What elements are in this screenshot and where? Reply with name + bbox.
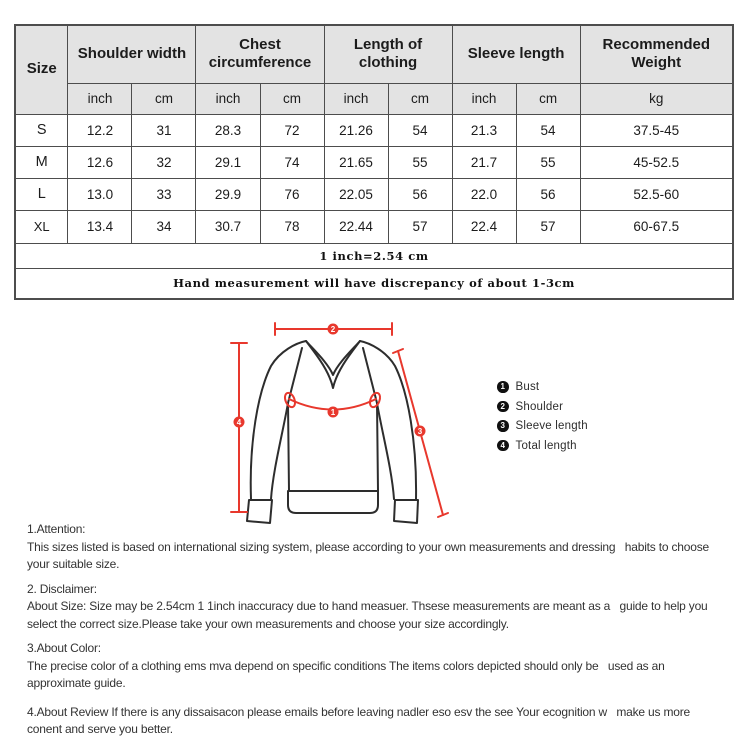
legend-label: Total length (515, 439, 577, 452)
table-row-s (15, 114, 733, 146)
measure-badges (234, 324, 426, 437)
note-hand-measurement: Hand measurement will have discrepancy of about 1-3cm (15, 268, 733, 299)
legend-2-icon: 2 (497, 401, 509, 413)
info-sections (27, 521, 750, 746)
data-cell: 32 (132, 146, 196, 178)
note-inch-conversion: 1 inch=2.54 cm (15, 243, 733, 268)
data-cell: 34 (132, 210, 196, 243)
section-about-review (27, 704, 750, 739)
data-cell: 29.1 (196, 146, 260, 178)
header-size: Size (15, 25, 68, 114)
data-cell: 12.2 (68, 114, 132, 146)
table-row-m (15, 146, 733, 178)
sweater-measurement-diagram (222, 316, 474, 532)
legend-4-icon: 4 (497, 440, 509, 452)
legend-item-shoulder (497, 401, 588, 413)
unit-cell: inch (68, 83, 132, 114)
legend-item-bust (497, 381, 588, 393)
data-cell: 21.7 (452, 146, 516, 178)
data-cell: 22.0 (452, 178, 516, 210)
data-cell: 78 (260, 210, 324, 243)
section-body: About Size: Size may be 2.54cm 1 1inch inaccuracy due to hand measuer. Thsese measurements are meant as a guide to help you select the correct size.Please take your own measurements and choose your size accordingly. (27, 599, 708, 631)
data-cell: 52.5-60 (580, 178, 733, 210)
section-body: 4.About Review If there is any dissaisacon please emails before leaving nadler eso esv the see Your ecognition w make us more conent and serve you better. (27, 704, 690, 736)
size-label: S (15, 114, 68, 146)
data-cell: 72 (260, 114, 324, 146)
unit-cell: kg (580, 83, 733, 114)
data-cell: 57 (388, 210, 452, 243)
data-cell: 13.0 (68, 178, 132, 210)
data-cell: 13.4 (68, 210, 132, 243)
data-cell: 37.5-45 (580, 114, 733, 146)
data-cell: 21.65 (324, 146, 388, 178)
data-cell: 22.44 (324, 210, 388, 243)
data-cell: 74 (260, 146, 324, 178)
size-label: M (15, 146, 68, 178)
section-attention (27, 521, 750, 574)
legend-item-sleeve-length (497, 420, 588, 432)
header-sleeve-length: Sleeve length (452, 25, 580, 83)
data-cell: 22.05 (324, 178, 388, 210)
measurement-legend (497, 381, 588, 452)
size-table (14, 24, 734, 300)
data-cell: 12.6 (68, 146, 132, 178)
section-about-color (27, 640, 750, 693)
header-shoulder-width: Shoulder width (68, 25, 196, 83)
sweater-outline (247, 341, 418, 523)
data-cell: 55 (388, 146, 452, 178)
size-label: XL (15, 210, 68, 243)
unit-cell: cm (260, 83, 324, 114)
data-cell: 31 (132, 114, 196, 146)
data-cell: 56 (388, 178, 452, 210)
unit-cell: cm (132, 83, 196, 114)
badge-4-number: 4 (236, 417, 242, 427)
data-cell: 55 (516, 146, 580, 178)
data-cell: 54 (516, 114, 580, 146)
legend-item-total-length (497, 440, 588, 452)
badge-3-number: 3 (417, 426, 423, 436)
legend-label: Shoulder (515, 400, 564, 413)
section-body: The precise color of a clothing ems mva depend on specific conditions The items colors depicted should only be used as an approximate guide. (27, 658, 665, 690)
unit-cell: inch (324, 83, 388, 114)
table-row-xl (15, 210, 733, 243)
badge-2-number: 2 (330, 324, 336, 334)
unit-cell: inch (452, 83, 516, 114)
legend-label: Bust (515, 381, 540, 393)
legend-label: Sleeve length (515, 420, 588, 432)
data-cell: 29.9 (196, 178, 260, 210)
data-cell: 56 (516, 178, 580, 210)
data-cell: 28.3 (196, 114, 260, 146)
section-title: 3.About Color: (27, 641, 101, 655)
section-body: This sizes listed is based on international sizing system, please according to your own measurements and dressing habits to choose your suitable size. (27, 539, 709, 571)
section-title: 1.Attention: (27, 522, 86, 536)
legend-1-icon: 1 (497, 381, 509, 393)
data-cell: 22.4 (452, 210, 516, 243)
unit-cell: cm (388, 83, 452, 114)
header-chest-circumference: Chest circumference (196, 25, 324, 83)
header-recommended-weight: Recommended Weight (580, 25, 733, 83)
badge-1-number: 1 (330, 407, 336, 417)
data-cell: 45-52.5 (580, 146, 733, 178)
unit-cell: inch (196, 83, 260, 114)
section-disclaimer (27, 581, 750, 634)
legend-3-icon: 3 (497, 420, 509, 432)
data-cell: 54 (388, 114, 452, 146)
data-cell: 30.7 (196, 210, 260, 243)
data-cell: 60-67.5 (580, 210, 733, 243)
data-cell: 57 (516, 210, 580, 243)
section-title: 2. Disclaimer: (27, 581, 97, 596)
size-label: L (15, 178, 68, 210)
data-cell: 21.3 (452, 114, 516, 146)
header-length-of-clothing: Length of clothing (324, 25, 452, 83)
data-cell: 33 (132, 178, 196, 210)
data-cell: 21.26 (324, 114, 388, 146)
data-cell: 76 (260, 178, 324, 210)
table-row-l (15, 178, 733, 210)
unit-cell: cm (516, 83, 580, 114)
